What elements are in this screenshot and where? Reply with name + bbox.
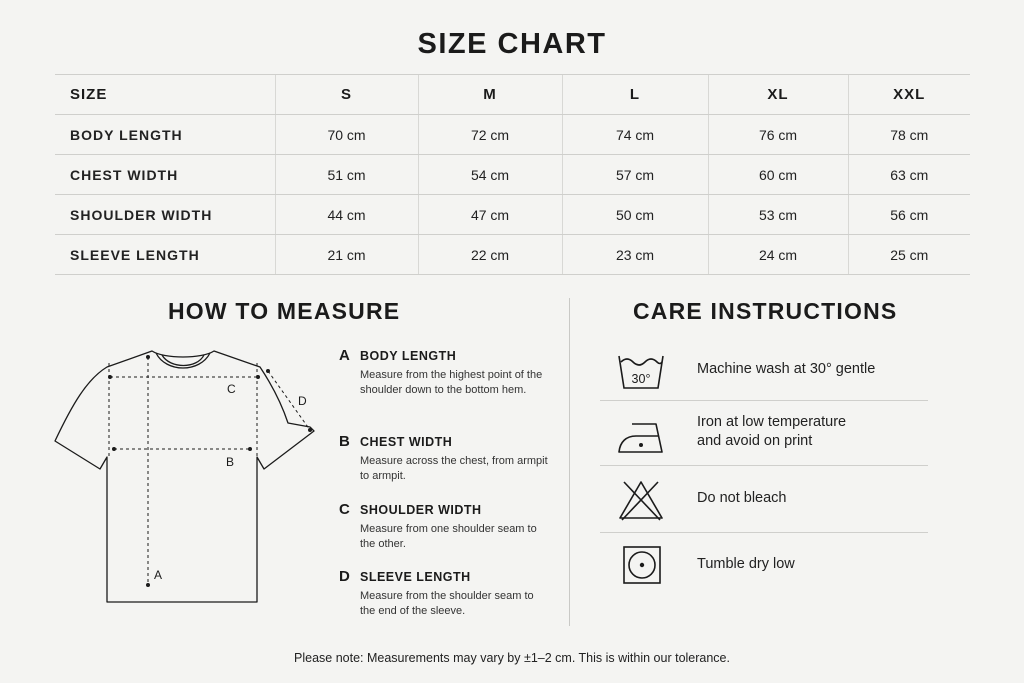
care-item-bleach [600,466,928,532]
table-cell: 72 cm [418,115,562,155]
table-cell: 47 cm [418,195,562,235]
diagram-label-a: A [154,568,163,582]
table-row [55,155,970,195]
table-cell: 21 cm [275,235,418,275]
step-description: Measure from one shoulder seam to the other. [360,523,537,550]
care-text: Do not bleach [697,490,787,506]
table-cell: 53 cm [708,195,848,235]
care-instructions-title: CARE INSTRUCTIONS [633,298,898,324]
table-cell: 60 cm [708,155,848,195]
row-label: SHOULDER WIDTH [55,195,275,235]
care-item-iron [600,402,928,468]
section-divider [569,298,570,626]
column-header: XL [708,75,848,115]
tumble-dry-low-icon [616,542,666,588]
table-header-row [55,75,970,115]
step-heading: SLEEVE LENGTH [360,570,471,584]
tshirt-measure-diagram [52,345,322,607]
table-cell: 50 cm [562,195,708,235]
page-title: SIZE CHART [417,28,607,60]
table-cell: 44 cm [275,195,418,235]
care-divider [600,400,928,401]
table-cell: 54 cm [418,155,562,195]
row-label: SLEEVE LENGTH [55,235,275,275]
step-description: Measure across the chest, from armpit to armpit. [360,455,548,482]
column-header: L [562,75,708,115]
diagram-label-c: C [227,382,236,396]
table-cell: 51 cm [275,155,418,195]
step-description: Measure from the shoulder seam to the end of the sleeve. [360,590,534,617]
step-letter: C [339,501,350,518]
wash-temperature: 30° [631,372,651,386]
size-table [55,74,970,275]
column-header: SIZE [55,75,275,115]
care-text: Machine wash at 30° gentle [697,361,876,377]
table-cell: 78 cm [848,115,970,155]
tolerance-note: Please note: Measurements may vary by ±1–2 cm. This is within our tolerance. [294,651,730,665]
step-letter: B [339,433,350,450]
row-label: BODY LENGTH [55,115,275,155]
row-label: CHEST WIDTH [55,155,275,195]
diagram-label-b: B [226,455,235,469]
table-cell: 76 cm [708,115,848,155]
table-cell: 24 cm [708,235,848,275]
step-heading: SHOULDER WIDTH [360,503,482,517]
table-cell: 57 cm [562,155,708,195]
table-row [55,195,970,235]
table-cell: 22 cm [418,235,562,275]
step-description: Measure from the highest point of the shoulder down to the bottom hem. [360,369,543,396]
step-heading: BODY LENGTH [360,349,457,363]
how-to-measure-title: HOW TO MEASURE [168,298,401,324]
table-cell: 70 cm [275,115,418,155]
column-header: S [275,75,418,115]
table-row [55,235,970,275]
care-text-block [697,413,846,451]
iron-low-icon [616,412,666,458]
table-cell: 25 cm [848,235,970,275]
table-cell: 63 cm [848,155,970,195]
wash-30-icon [616,346,666,392]
column-header: M [418,75,562,115]
care-item-wash [600,336,928,402]
table-cell: 56 cm [848,195,970,235]
table-cell: 23 cm [562,235,708,275]
column-header: XXL [848,75,970,115]
step-letter: D [339,568,350,585]
measure-step [339,503,559,552]
measure-step [339,570,559,619]
measure-step [339,349,559,398]
care-text-line: and avoid on print [697,433,813,449]
step-heading: CHEST WIDTH [360,435,453,449]
step-letter: A [339,347,350,364]
table-row [55,115,970,155]
care-text: Tumble dry low [697,556,795,572]
care-text-line: Iron at low temperature [697,414,847,430]
do-not-bleach-icon [616,476,666,522]
diagram-label-d: D [298,394,307,408]
table-cell: 74 cm [562,115,708,155]
care-item-tumble [600,532,928,598]
measure-step [339,435,559,484]
